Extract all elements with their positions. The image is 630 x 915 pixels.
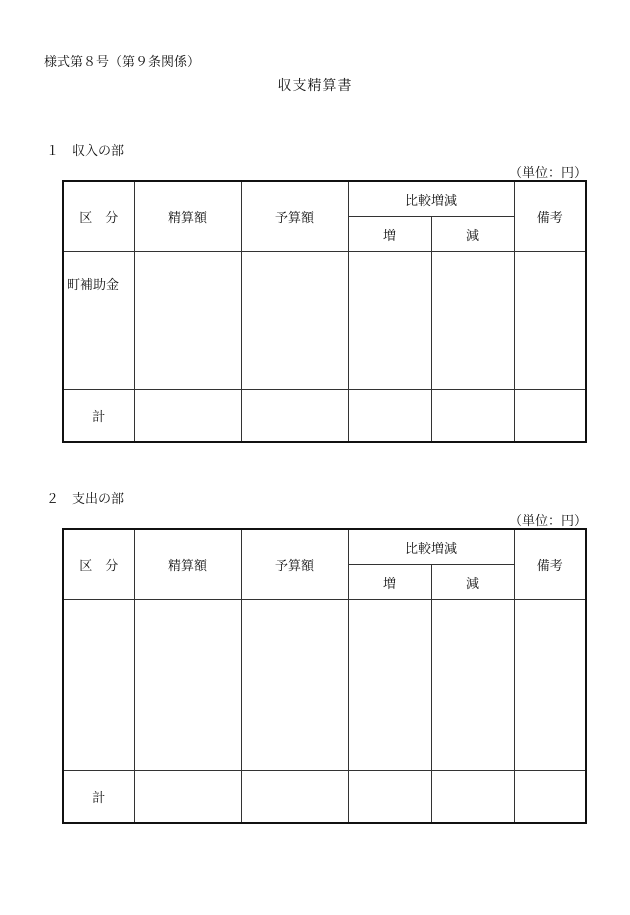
income-increase-cell[interactable] bbox=[348, 252, 431, 390]
income-category-cell[interactable]: 町補助金 bbox=[63, 252, 134, 390]
expense-total-settled-cell[interactable] bbox=[134, 771, 241, 823]
expense-increase-cell[interactable] bbox=[348, 600, 431, 771]
table-row bbox=[63, 600, 586, 771]
remarks-header: 備考 bbox=[514, 529, 586, 600]
increase-header: 増 bbox=[348, 217, 431, 252]
expense-total-budget-cell[interactable] bbox=[241, 771, 348, 823]
income-total-settled-cell[interactable] bbox=[134, 390, 241, 442]
income-header-row bbox=[63, 181, 586, 217]
increase-header: 増 bbox=[348, 565, 431, 600]
income-total-budget-cell[interactable] bbox=[241, 390, 348, 442]
total-row bbox=[63, 390, 586, 442]
income-total-increase-cell[interactable] bbox=[348, 390, 431, 442]
decrease-header: 減 bbox=[431, 217, 514, 252]
income-decrease-cell[interactable] bbox=[431, 252, 514, 390]
total-row bbox=[63, 771, 586, 823]
category-header: 区 分 bbox=[63, 181, 134, 252]
expense-total-decrease-cell[interactable] bbox=[431, 771, 514, 823]
expense-total-increase-cell[interactable] bbox=[348, 771, 431, 823]
income-settled-cell[interactable] bbox=[134, 252, 241, 390]
comparison-header: 比較増減 bbox=[348, 181, 514, 217]
income-table bbox=[62, 180, 587, 443]
form-number: 様式第８号（第９条関係） bbox=[44, 55, 201, 70]
income-total-remarks-cell[interactable] bbox=[514, 390, 586, 442]
settled-amount-header: 精算額 bbox=[134, 529, 241, 600]
income-total-decrease-cell[interactable] bbox=[431, 390, 514, 442]
category-header: 区 分 bbox=[63, 529, 134, 600]
comparison-header: 比較増減 bbox=[348, 529, 514, 565]
expense-budget-cell[interactable] bbox=[241, 600, 348, 771]
table-row bbox=[63, 252, 586, 390]
expense-settled-cell[interactable] bbox=[134, 600, 241, 771]
expense-header-row bbox=[63, 529, 586, 565]
remarks-header: 備考 bbox=[514, 181, 586, 252]
expense-section-heading: ２ 支出の部 bbox=[46, 492, 125, 507]
expense-decrease-cell[interactable] bbox=[431, 600, 514, 771]
budget-amount-header: 予算額 bbox=[241, 181, 348, 252]
budget-amount-header: 予算額 bbox=[241, 529, 348, 600]
expense-category-cell[interactable] bbox=[63, 600, 134, 771]
income-section-heading: １ 収入の部 bbox=[46, 144, 125, 159]
expense-unit-label: （単位：円） bbox=[508, 514, 587, 529]
expense-remarks-cell[interactable] bbox=[514, 600, 586, 771]
decrease-header: 減 bbox=[431, 565, 514, 600]
income-budget-cell[interactable] bbox=[241, 252, 348, 390]
income-total-label: 計 bbox=[63, 390, 134, 442]
expense-table bbox=[62, 528, 587, 824]
income-unit-label: （単位：円） bbox=[508, 166, 587, 181]
income-remarks-cell[interactable] bbox=[514, 252, 586, 390]
document-title: 収支精算書 bbox=[277, 78, 353, 94]
settled-amount-header: 精算額 bbox=[134, 181, 241, 252]
expense-total-label: 計 bbox=[63, 771, 134, 823]
expense-total-remarks-cell[interactable] bbox=[514, 771, 586, 823]
